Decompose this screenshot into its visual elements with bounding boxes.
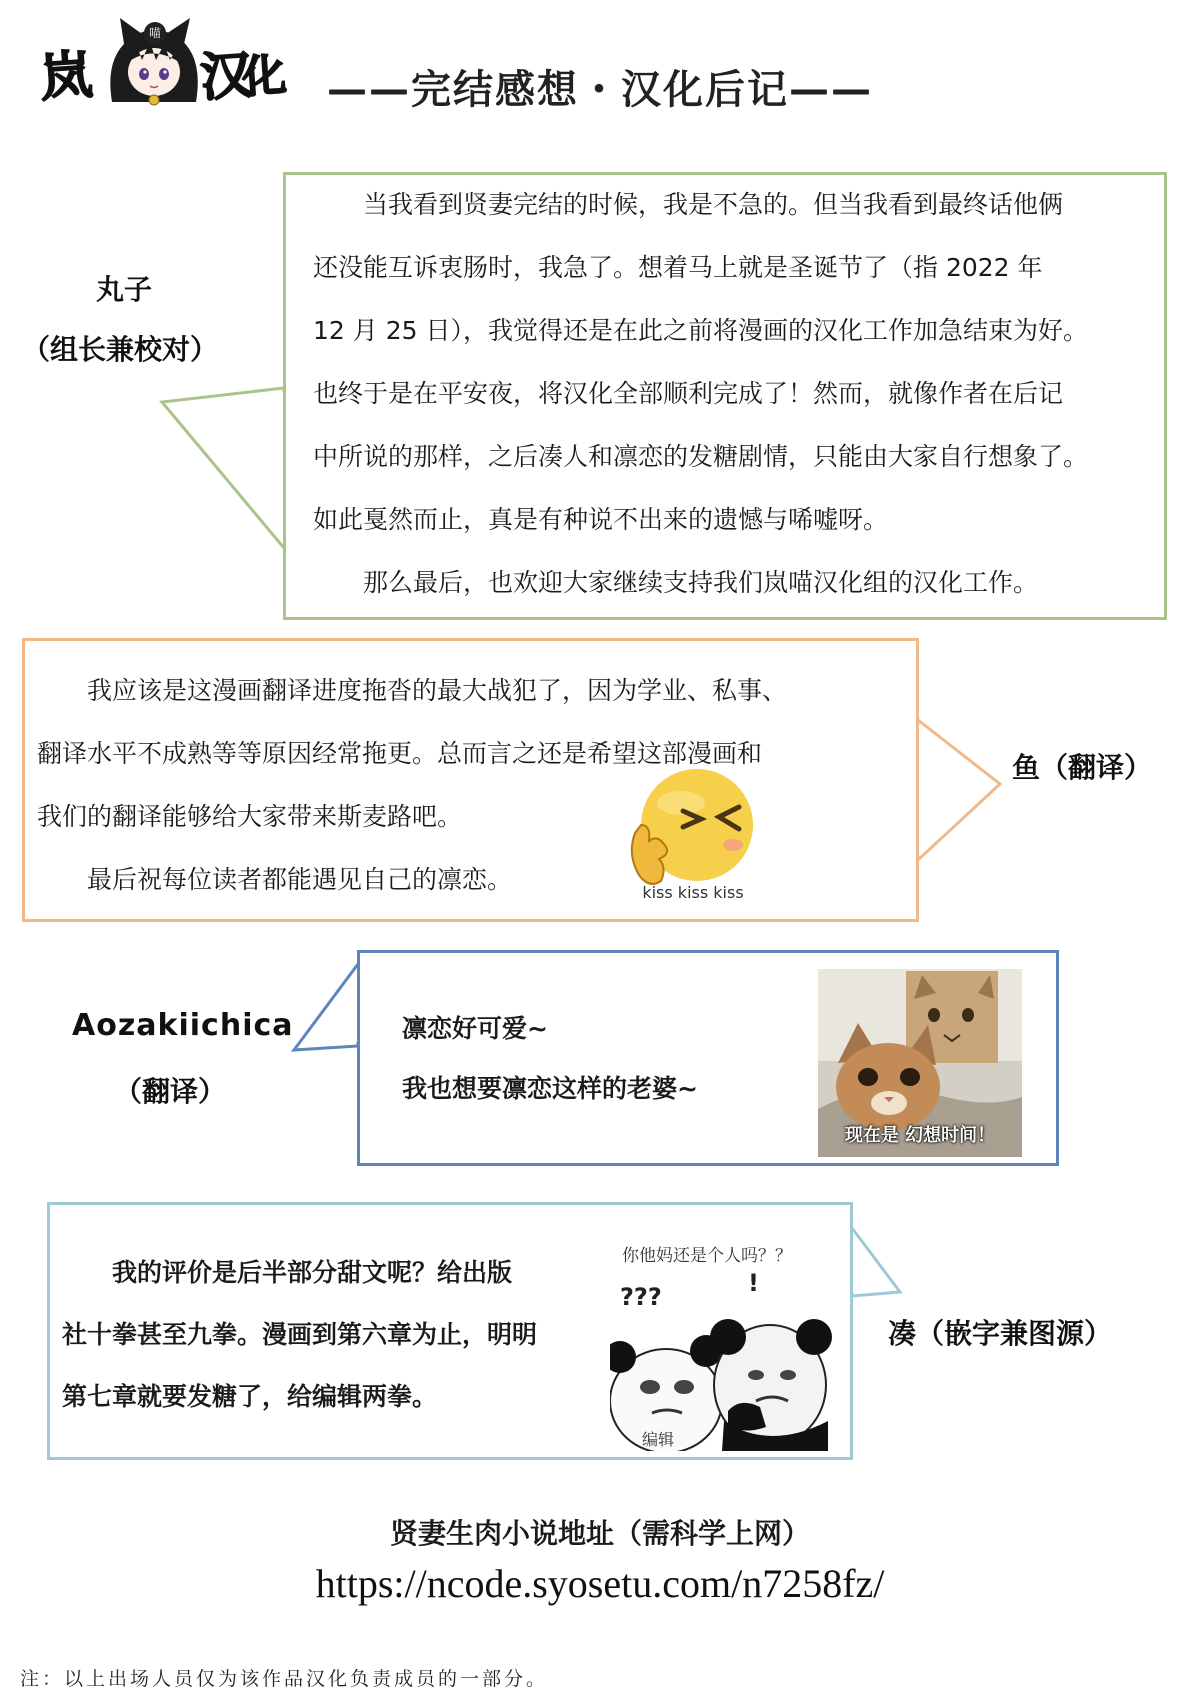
paragraph-line: 第七章就要发糖了，给编辑两拳。 [62, 1382, 438, 1411]
speaker-name: 鱼（翻译） [1012, 751, 1153, 784]
footnote: 注：以上出场人员仅为该作品汉化负责成员的一部分。 [20, 1668, 549, 1690]
comment-box-aozakiichica [357, 950, 1059, 1166]
speaker-role: （组长兼校对） [22, 333, 219, 366]
paragraph-line: 社十拳甚至九拳。漫画到第六章为止，明明 [62, 1320, 538, 1349]
comment-box-minato [47, 1202, 853, 1460]
logo-char-1: 岚 [38, 44, 95, 109]
paragraph-line: 那么最后，也欢迎大家继续支持我们岚喵汉化组的汉化工作。 [313, 568, 1039, 597]
paragraph-line: 我的评价是后半部分甜文呢？给出版 [62, 1258, 513, 1287]
paragraph-line: 我们的翻译能够给大家带来斯麦路吧。 [37, 802, 463, 831]
paragraph-line: 我也想要凛恋这样的老婆~ [402, 1074, 698, 1103]
sticker-exclamation-mark: ! [748, 1269, 759, 1297]
sticker-question-marks: ??? [620, 1283, 662, 1311]
paragraph-line: 12 月 25 日），我觉得还是在此之前将漫画的汉化工作加急结束为好。 [313, 316, 1088, 345]
paragraph-line: 翻译水平不成熟等等原因经常拖更。总而言之还是希望这部漫画和 [37, 739, 763, 768]
logo-badge: 喵 [144, 22, 166, 44]
paragraph-line: 如此戛然而止，真是有种说不出来的遗憾与唏嘘呀。 [313, 505, 889, 534]
sticker-caption: kiss kiss kiss [642, 883, 744, 902]
paragraph-line: 凛恋好可爱~ [402, 1014, 548, 1043]
paragraph-line: 最后祝每位读者都能遇见自己的凛恋。 [37, 865, 513, 894]
paragraph-line: 还没能互诉衷肠时，我急了。想着马上就是圣诞节了（指 2022 年 [313, 253, 1043, 282]
speaker-name: 凑（嵌字兼图源） [888, 1317, 1113, 1350]
speaker-role: （翻译） [114, 1075, 227, 1108]
sticker-caption: 现在是 幻想时间！ [844, 1125, 996, 1146]
sticker-top-text: 你他妈还是个人吗？？ [622, 1246, 792, 1266]
paragraph-line: 也终于是在平安夜，将汉化全部顺利完成了！然而，就像作者在后记 [313, 379, 1064, 408]
comment-box-yu [22, 638, 919, 922]
page-title: ——完结感想・汉化后记—— [327, 67, 873, 113]
speaker-name: Aozakiichica [72, 1008, 294, 1043]
paragraph-line: 中所说的那样，之后凑人和凛恋的发糖剧情，只能由大家自行想象了。 [313, 442, 1089, 471]
comment-box-wanzi [283, 172, 1167, 620]
speaker-name: 丸子 [96, 273, 153, 306]
paragraph-line: 当我看到贤妻完结的时候，我是不急的。但当我看到最终话他俩 [313, 190, 1064, 219]
paragraph-line: 我应该是这漫画翻译进度拖沓的最大战犯了，因为学业、私事、 [37, 676, 788, 705]
novel-link-label: 贤妻生肉小说地址（需科学上网） [389, 1517, 810, 1550]
logo-char-3: 化 [240, 49, 289, 104]
logo-char-2: 汉 [198, 44, 255, 109]
sticker-label: 编辑 [642, 1430, 675, 1449]
novel-url-link[interactable]: https://ncode.syosetu.com/n7258fz/ [315, 1561, 885, 1606]
